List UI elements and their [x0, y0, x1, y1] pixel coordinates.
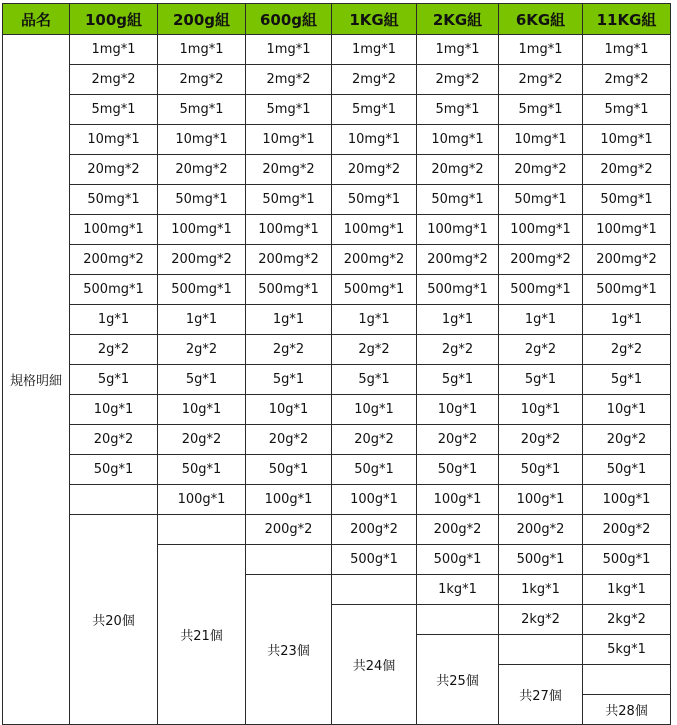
- spec-cell-2kg-set: 2g*2: [417, 335, 499, 365]
- header-600g-set: 600g組: [246, 4, 332, 35]
- spec-cell-600g-set: 50g*1: [246, 455, 332, 485]
- spec-cell-2kg-set: 50g*1: [417, 455, 499, 485]
- empty-cell: [583, 665, 671, 695]
- total-count-cell-2kg-set: 共25個: [417, 635, 499, 725]
- spec-cell-6kg-set: 1mg*1: [499, 35, 583, 65]
- spec-cell-100g-set: 500mg*1: [70, 275, 158, 305]
- spec-details-label: 規格明細: [3, 35, 70, 725]
- spec-cell-1kg-set: 20mg*2: [332, 155, 417, 185]
- total-count-cell-100g-set: 共20個: [70, 515, 158, 725]
- table-row: [3, 245, 671, 275]
- spec-cell-11kg-set: 20mg*2: [583, 155, 671, 185]
- spec-cell-100g-set: 50g*1: [70, 455, 158, 485]
- spec-cell-1kg-set: 2g*2: [332, 335, 417, 365]
- spec-cell-2kg-set: 500g*1: [417, 545, 499, 575]
- spec-cell-6kg-set: 10g*1: [499, 395, 583, 425]
- spec-cell-1kg-set: 500g*1: [332, 545, 417, 575]
- spec-cell-200g-set: 2mg*2: [158, 65, 246, 95]
- spec-cell-11kg-set: 200mg*2: [583, 245, 671, 275]
- spec-cell-2kg-set: 10g*1: [417, 395, 499, 425]
- spec-cell-600g-set: 5mg*1: [246, 95, 332, 125]
- table-row: [3, 485, 671, 515]
- spec-cell-600g-set: 2mg*2: [246, 65, 332, 95]
- table-row: [3, 125, 671, 155]
- table-row: [3, 335, 671, 365]
- header-row: [3, 4, 671, 35]
- spec-cell-11kg-set: 10mg*1: [583, 125, 671, 155]
- table-row: [3, 275, 671, 305]
- spec-cell-2kg-set: 10mg*1: [417, 125, 499, 155]
- spec-cell-11kg-set: 50mg*1: [583, 185, 671, 215]
- spec-cell-600g-set: 10mg*1: [246, 125, 332, 155]
- spec-cell-600g-set: 200mg*2: [246, 245, 332, 275]
- empty-cell: [417, 605, 499, 635]
- spec-cell-200g-set: 10mg*1: [158, 125, 246, 155]
- spec-cell-11kg-set: 5kg*1: [583, 635, 671, 665]
- spec-cell-1kg-set: 5g*1: [332, 365, 417, 395]
- spec-cell-1kg-set: 500mg*1: [332, 275, 417, 305]
- spec-cell-2kg-set: 100mg*1: [417, 215, 499, 245]
- spec-cell-600g-set: 100g*1: [246, 485, 332, 515]
- spec-cell-200g-set: 1mg*1: [158, 35, 246, 65]
- spec-cell-11kg-set: 5g*1: [583, 365, 671, 395]
- spec-cell-1kg-set: 10g*1: [332, 395, 417, 425]
- spec-cell-600g-set: 500mg*1: [246, 275, 332, 305]
- spec-cell-1kg-set: 1mg*1: [332, 35, 417, 65]
- spec-cell-6kg-set: 100mg*1: [499, 215, 583, 245]
- spec-cell-11kg-set: 2kg*2: [583, 605, 671, 635]
- spec-cell-200g-set: 100g*1: [158, 485, 246, 515]
- spec-cell-11kg-set: 2g*2: [583, 335, 671, 365]
- spec-cell-200g-set: 1g*1: [158, 305, 246, 335]
- spec-cell-100g-set: 20mg*2: [70, 155, 158, 185]
- spec-cell-1kg-set: 100mg*1: [332, 215, 417, 245]
- spec-cell-1kg-set: 100g*1: [332, 485, 417, 515]
- spec-cell-11kg-set: 1g*1: [583, 305, 671, 335]
- table-row: [3, 95, 671, 125]
- spec-cell-600g-set: 20mg*2: [246, 155, 332, 185]
- spec-cell-6kg-set: 1g*1: [499, 305, 583, 335]
- spec-cell-6kg-set: 50mg*1: [499, 185, 583, 215]
- spec-cell-6kg-set: 20mg*2: [499, 155, 583, 185]
- spec-cell-100g-set: 5g*1: [70, 365, 158, 395]
- header-1kg-set: 1KG組: [332, 4, 417, 35]
- spec-cell-100g-set: 200mg*2: [70, 245, 158, 275]
- spec-cell-600g-set: 200g*2: [246, 515, 332, 545]
- spec-cell-1kg-set: 5mg*1: [332, 95, 417, 125]
- weight-set-spec-table: [2, 3, 671, 725]
- table-row: [3, 425, 671, 455]
- spec-cell-11kg-set: 1mg*1: [583, 35, 671, 65]
- spec-cell-11kg-set: 2mg*2: [583, 65, 671, 95]
- spec-cell-6kg-set: 5g*1: [499, 365, 583, 395]
- table-row: [3, 65, 671, 95]
- spec-cell-100g-set: 2mg*2: [70, 65, 158, 95]
- spec-cell-200g-set: 5mg*1: [158, 95, 246, 125]
- spec-cell-6kg-set: 100g*1: [499, 485, 583, 515]
- total-count-cell-600g-set: 共23個: [246, 575, 332, 725]
- spec-cell-600g-set: 1mg*1: [246, 35, 332, 65]
- spec-cell-2kg-set: 5g*1: [417, 365, 499, 395]
- table-row: [3, 215, 671, 245]
- spec-cell-200g-set: 200mg*2: [158, 245, 246, 275]
- header-100g-set: 100g組: [70, 4, 158, 35]
- total-count-cell-11kg-set: 共28個: [583, 695, 671, 725]
- table-row: [3, 455, 671, 485]
- spec-cell-2kg-set: 5mg*1: [417, 95, 499, 125]
- spec-cell-600g-set: 50mg*1: [246, 185, 332, 215]
- spec-cell-100g-set: 1mg*1: [70, 35, 158, 65]
- spec-cell-600g-set: 2g*2: [246, 335, 332, 365]
- spec-cell-200g-set: 500mg*1: [158, 275, 246, 305]
- empty-cell: [499, 635, 583, 665]
- spec-cell-100g-set: 10mg*1: [70, 125, 158, 155]
- spec-cell-11kg-set: 100g*1: [583, 485, 671, 515]
- spec-cell-200g-set: 20mg*2: [158, 155, 246, 185]
- spec-cell-2kg-set: 200mg*2: [417, 245, 499, 275]
- spec-cell-100g-set: 1g*1: [70, 305, 158, 335]
- table-row: [3, 155, 671, 185]
- spec-cell-11kg-set: 10g*1: [583, 395, 671, 425]
- table-body: [3, 35, 671, 725]
- table-row: [3, 515, 671, 545]
- spec-cell-200g-set: 100mg*1: [158, 215, 246, 245]
- table-row: [3, 395, 671, 425]
- empty-cell: [246, 545, 332, 575]
- total-count-cell-1kg-set: 共24個: [332, 605, 417, 725]
- spec-cell-2kg-set: 50mg*1: [417, 185, 499, 215]
- spec-cell-11kg-set: 1kg*1: [583, 575, 671, 605]
- total-count-cell-6kg-set: 共27個: [499, 665, 583, 725]
- spec-cell-2kg-set: 200g*2: [417, 515, 499, 545]
- spec-cell-2kg-set: 100g*1: [417, 485, 499, 515]
- spec-cell-2kg-set: 1kg*1: [417, 575, 499, 605]
- spec-cell-600g-set: 10g*1: [246, 395, 332, 425]
- spec-cell-100g-set: 50mg*1: [70, 185, 158, 215]
- spec-cell-6kg-set: 2kg*2: [499, 605, 583, 635]
- header-200g-set: 200g組: [158, 4, 246, 35]
- spec-cell-11kg-set: 200g*2: [583, 515, 671, 545]
- header-product-name: 品名: [3, 4, 70, 35]
- spec-cell-600g-set: 20g*2: [246, 425, 332, 455]
- spec-cell-1kg-set: 2mg*2: [332, 65, 417, 95]
- spec-cell-100g-set: 5mg*1: [70, 95, 158, 125]
- spec-cell-1kg-set: 200g*2: [332, 515, 417, 545]
- spec-cell-1kg-set: 10mg*1: [332, 125, 417, 155]
- spec-cell-2kg-set: 20mg*2: [417, 155, 499, 185]
- spec-cell-1kg-set: 20g*2: [332, 425, 417, 455]
- spec-cell-6kg-set: 200g*2: [499, 515, 583, 545]
- spec-cell-11kg-set: 5mg*1: [583, 95, 671, 125]
- empty-cell: [332, 575, 417, 605]
- spec-cell-2kg-set: 1g*1: [417, 305, 499, 335]
- total-count-cell-200g-set: 共21個: [158, 545, 246, 725]
- spec-cell-6kg-set: 10mg*1: [499, 125, 583, 155]
- spec-cell-200g-set: 50mg*1: [158, 185, 246, 215]
- spec-cell-6kg-set: 500mg*1: [499, 275, 583, 305]
- spec-cell-600g-set: 5g*1: [246, 365, 332, 395]
- header-2kg-set: 2KG組: [417, 4, 499, 35]
- spec-cell-600g-set: 100mg*1: [246, 215, 332, 245]
- empty-cell: [158, 515, 246, 545]
- spec-cell-200g-set: 2g*2: [158, 335, 246, 365]
- spec-cell-600g-set: 1g*1: [246, 305, 332, 335]
- spec-cell-6kg-set: 2g*2: [499, 335, 583, 365]
- header-11kg-set: 11KG組: [583, 4, 671, 35]
- spec-cell-1kg-set: 50mg*1: [332, 185, 417, 215]
- spec-cell-6kg-set: 5mg*1: [499, 95, 583, 125]
- spec-cell-2kg-set: 1mg*1: [417, 35, 499, 65]
- spec-cell-11kg-set: 50g*1: [583, 455, 671, 485]
- spec-cell-11kg-set: 20g*2: [583, 425, 671, 455]
- table-row: [3, 305, 671, 335]
- spec-cell-2kg-set: 20g*2: [417, 425, 499, 455]
- spec-cell-1kg-set: 50g*1: [332, 455, 417, 485]
- table-row: [3, 365, 671, 395]
- spec-cell-2kg-set: 2mg*2: [417, 65, 499, 95]
- spec-cell-200g-set: 20g*2: [158, 425, 246, 455]
- spec-cell-100g-set: 2g*2: [70, 335, 158, 365]
- spec-cell-1kg-set: 200mg*2: [332, 245, 417, 275]
- spec-cell-11kg-set: 500mg*1: [583, 275, 671, 305]
- spec-cell-200g-set: 10g*1: [158, 395, 246, 425]
- table-row: [3, 35, 671, 65]
- spec-cell-2kg-set: 500mg*1: [417, 275, 499, 305]
- table-row: [3, 185, 671, 215]
- spec-cell-6kg-set: 200mg*2: [499, 245, 583, 275]
- spec-cell-6kg-set: 2mg*2: [499, 65, 583, 95]
- spec-cell-100g-set: 20g*2: [70, 425, 158, 455]
- spec-cell-200g-set: 5g*1: [158, 365, 246, 395]
- spec-cell-100g-set: 10g*1: [70, 395, 158, 425]
- spec-cell-6kg-set: 500g*1: [499, 545, 583, 575]
- spec-cell-6kg-set: 50g*1: [499, 455, 583, 485]
- spec-cell-200g-set: 50g*1: [158, 455, 246, 485]
- empty-cell: [70, 485, 158, 515]
- spec-cell-11kg-set: 500g*1: [583, 545, 671, 575]
- spec-cell-100g-set: 100mg*1: [70, 215, 158, 245]
- spec-cell-1kg-set: 1g*1: [332, 305, 417, 335]
- spec-cell-6kg-set: 1kg*1: [499, 575, 583, 605]
- header-6kg-set: 6KG組: [499, 4, 583, 35]
- spec-cell-6kg-set: 20g*2: [499, 425, 583, 455]
- spec-cell-11kg-set: 100mg*1: [583, 215, 671, 245]
